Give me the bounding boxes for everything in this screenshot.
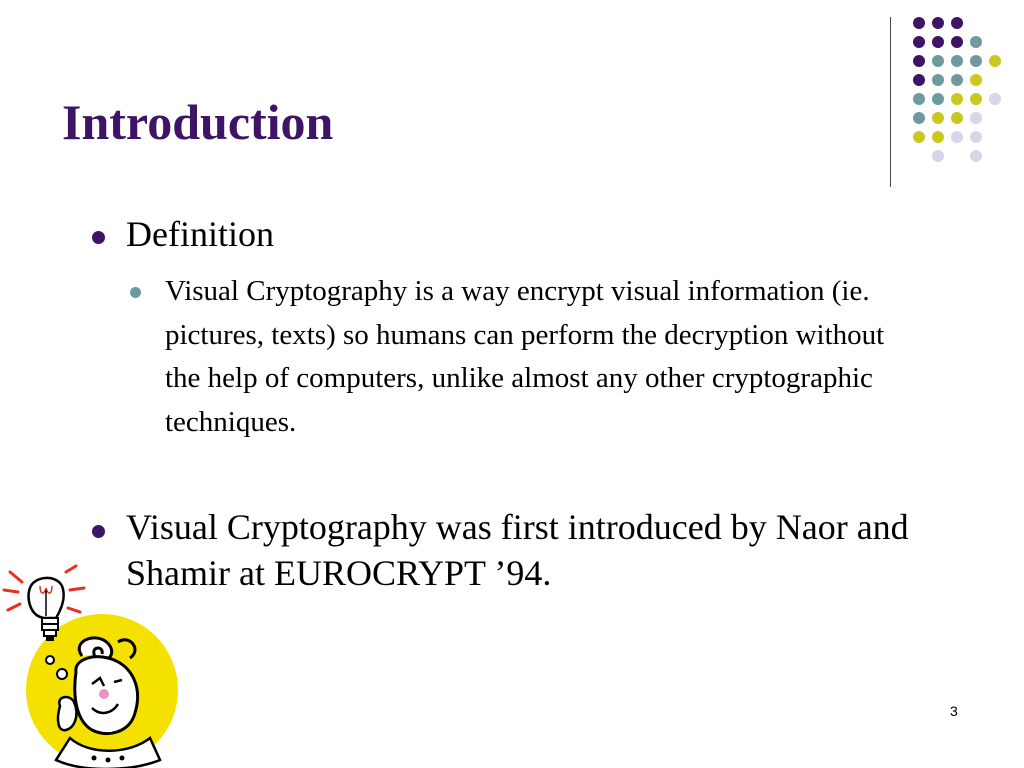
bullet-definition: Definition [126,214,274,254]
bullet-history: Visual Cryptography was first introduced by Naor and Shamir at EUROCRYPT ’94. [126,507,909,593]
thinking-woman-lightbulb-icon [0,560,200,768]
decorative-dot-grid-icon [0,0,1024,200]
slide-title: Introduction [62,94,334,150]
page-number: 3 [950,703,958,719]
sub-bullet-definition-text: Visual Cryptography is a way encrypt visual information (ie. pictures, texts) so humans can perform the decryption without the help of computers, unlike almost any other cryptographic techniques. [165,275,885,438]
bullet-marker [92,231,105,244]
sub-bullet-marker [130,287,141,298]
bullet-marker [92,525,105,538]
